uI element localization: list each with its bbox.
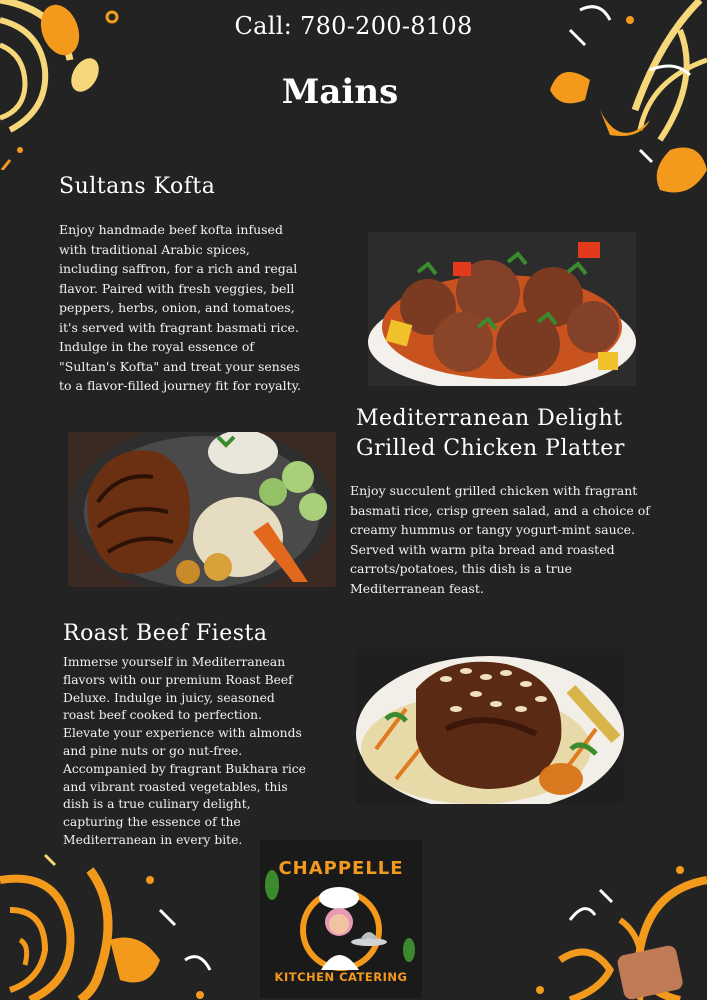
decorative-swirl-bottom-right — [500, 860, 707, 1000]
phone-number: Call: 780-200-8108 — [234, 12, 473, 40]
dish-title-roast-beef-fiesta: Roast Beef Fiesta — [63, 621, 268, 646]
dish-title-grilled-chicken-line2: Grilled Chicken Platter — [356, 436, 625, 461]
roast-beef-photo — [356, 649, 624, 804]
dish-title-grilled-chicken-line1: Mediterranean Delight — [356, 406, 623, 431]
kofta-dish-photo — [368, 232, 636, 386]
company-logo — [260, 840, 422, 998]
grilled-chicken-platter-photo — [68, 432, 336, 587]
dish-description-roast-beef-fiesta: Immerse yourself in Mediterranean flavors with our premium Roast Beef Deluxe. Indulge in juicy, seasoned roast beef cooked to perfection. Elevate your experience with almonds and pine nuts or go nut-free. Accompanied by fragrant Bukhara rice and vibrant roasted vegetables, this dish is a true culinary delight, capturing the essence of the Mediterranean in every bite. — [63, 655, 306, 847]
logo-bottom-text: KITCHEN CATERING — [274, 970, 408, 984]
leaf-icon — [262, 868, 282, 902]
section-title: Mains — [281, 72, 399, 112]
leaf-icon — [400, 936, 418, 964]
dish-description-sultans-kofta: Enjoy handmade beef kofta infused with traditional Arabic spices, including saffron, for a rich and regal flavor. Paired with fresh veggies, bell peppers, herbs, onion, and tomatoes, it's served with fragrant basmati rice. Indulge in the royal essence of "Sultan's Kofta" and treat your senses to a flavor-filled journey fit for royalty. — [59, 222, 301, 393]
dish-title-sultans-kofta: Sultans Kofta — [59, 174, 216, 199]
dish-description-grilled-chicken: Enjoy succulent grilled chicken with fragrant basmati rice, crisp green salad, and a choice of creamy hummus or tangy yogurt-mint sauce. Served with warm pita bread and roasted carrots/potatoes, this dish is a true Mediterranean feast. — [350, 483, 650, 596]
decorative-swirl-bottom-left — [0, 850, 220, 1000]
chef-illustration-icon — [291, 880, 391, 972]
logo-top-text: CHAPPELLE — [278, 858, 404, 879]
